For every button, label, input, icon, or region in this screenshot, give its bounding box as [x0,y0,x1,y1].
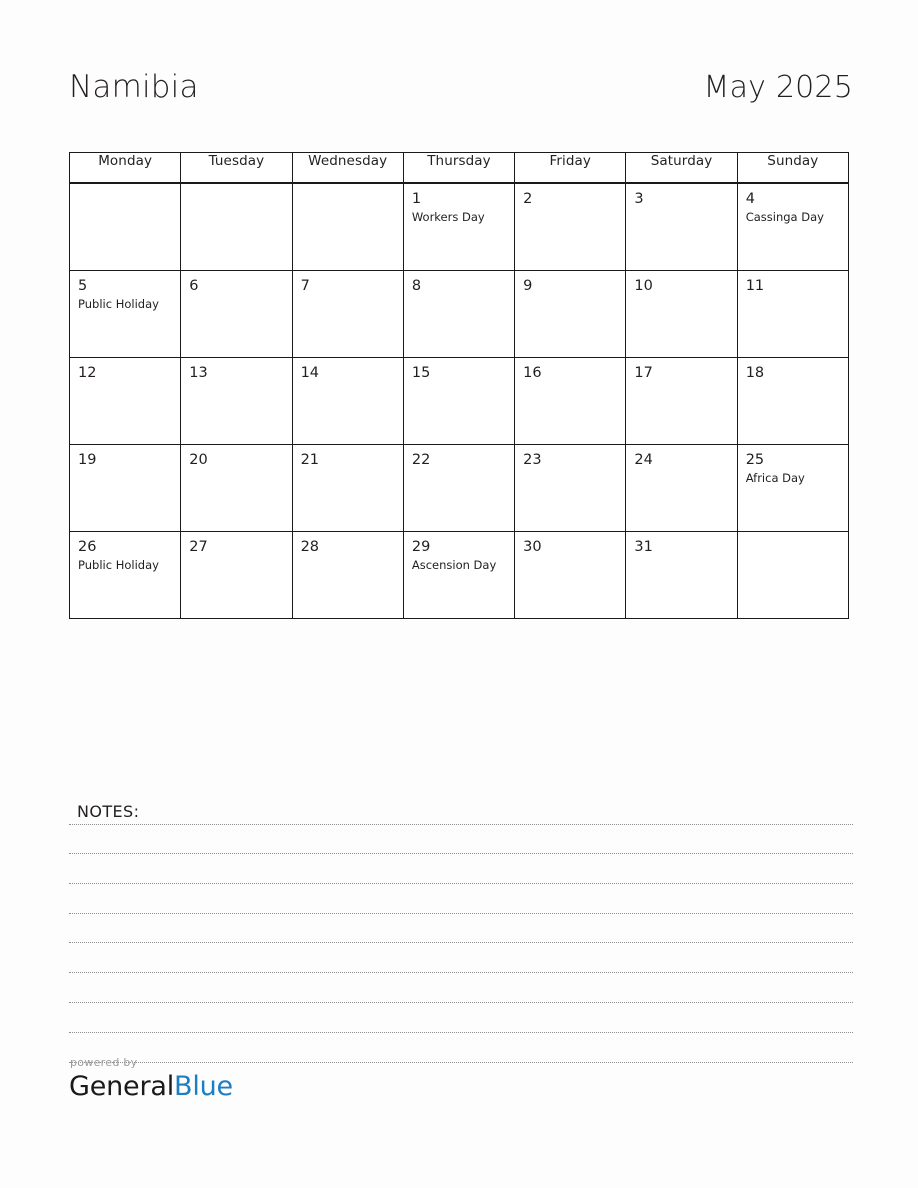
day-number: 13 [189,365,208,381]
day-number: 25 [745,452,765,468]
weekday-header-tuesday: Tuesday [181,153,292,184]
day-cell-content [404,271,514,357]
day-cell-content [293,445,403,531]
day-number: 2 [523,191,533,207]
weekday-header-monday: Monday [70,153,181,184]
weekday-header-friday: Friday [515,153,626,184]
calendar-week-row [70,271,849,358]
notes-ruled-line[interactable] [69,1003,853,1033]
calendar-day-cell[interactable] [292,532,403,619]
day-number: 18 [745,365,765,381]
notes-ruled-line[interactable] [69,914,853,944]
calendar-day-cell[interactable] [403,532,514,619]
day-cell-content [293,271,403,357]
notes-ruled-line[interactable] [69,973,853,1003]
holiday-label: Public Holiday [78,297,159,312]
powered-by-label: powered by [70,1056,138,1069]
weekday-header-row [70,153,849,184]
day-number: 20 [189,452,208,468]
calendar-day-cell[interactable] [626,532,737,619]
day-number: 5 [78,278,88,294]
calendar-day-cell[interactable] [70,271,181,358]
day-number: 26 [78,539,97,555]
weekday-header-thursday: Thursday [403,153,514,184]
calendar-day-cell[interactable] [515,358,626,445]
day-cell-content [626,184,736,270]
calendar-day-cell[interactable] [181,532,292,619]
day-number: 23 [523,452,542,468]
day-cell-content [626,445,736,531]
calendar-day-cell-empty [737,532,848,619]
holiday-label: Cassinga Day [745,210,824,225]
day-number: 9 [523,278,533,294]
day-cell-content [293,532,403,618]
day-number: 19 [78,452,97,468]
calendar-body [70,183,849,619]
day-number: 1 [411,191,422,207]
calendar-day-cell-empty [181,183,292,271]
day-cell-content [181,532,291,618]
day-cell-content [626,271,736,357]
day-cell-content [738,445,848,531]
day-cell-content [404,532,514,618]
day-number: 29 [411,539,431,555]
notes-section [69,800,853,1063]
calendar-grid [69,152,849,619]
day-number: 22 [411,452,431,468]
weekday-header-wednesday: Wednesday [292,153,403,184]
day-number: 27 [189,539,208,555]
holiday-label: Public Holiday [78,558,159,573]
calendar-day-cell[interactable] [70,358,181,445]
notes-lines [69,824,853,1062]
calendar-day-cell[interactable] [515,445,626,532]
calendar-day-cell[interactable] [403,358,514,445]
calendar-day-cell[interactable] [70,532,181,619]
calendar-day-cell[interactable] [515,183,626,271]
weekday-header-sunday: Sunday [737,153,848,184]
day-cell-content [738,358,848,444]
day-number: 15 [411,365,431,381]
calendar-day-cell[interactable] [515,532,626,619]
calendar-day-cell[interactable] [181,445,292,532]
day-cell-content [181,271,291,357]
day-number: 3 [634,191,644,207]
calendar-day-cell[interactable] [181,358,292,445]
day-number: 31 [634,539,653,555]
day-cell-content [626,358,736,444]
calendar-week-row [70,358,849,445]
day-number: 11 [745,278,765,294]
calendar-day-cell[interactable] [181,271,292,358]
day-number: 21 [300,452,320,468]
calendar-day-cell[interactable] [626,358,737,445]
day-number: 12 [78,365,97,381]
day-cell-content [515,532,625,618]
calendar-day-cell[interactable] [292,358,403,445]
calendar-day-cell[interactable] [292,445,403,532]
calendar-day-cell[interactable] [292,271,403,358]
footer-logo [69,1056,233,1104]
day-cell-content [293,358,403,444]
day-cell-content [70,532,180,618]
day-cell-content [404,358,514,444]
calendar-day-cell[interactable] [403,183,514,271]
calendar-day-cell[interactable] [403,271,514,358]
day-number: 7 [300,278,310,294]
notes-ruled-line[interactable] [69,854,853,884]
country-title: Namibia [69,69,199,105]
calendar-day-cell[interactable] [70,445,181,532]
calendar-week-row [70,183,849,271]
day-cell-content [70,358,180,444]
day-cell-content [181,358,291,444]
month-year-title: May 2025 [703,70,853,105]
weekday-header-saturday: Saturday [626,153,737,184]
brand-logo [69,1071,233,1103]
day-number: 6 [189,278,199,294]
day-cell-content [404,184,514,270]
calendar-day-cell[interactable] [737,183,848,271]
calendar-week-row [70,532,849,619]
day-cell-content [70,445,180,531]
day-cell-content [70,271,180,357]
calendar-day-cell-empty [292,183,403,271]
calendar-day-cell[interactable] [626,183,737,271]
day-number: 24 [634,452,653,468]
day-cell-content [738,271,848,357]
brand-name-blue: Blue [174,1071,233,1103]
notes-ruled-line[interactable] [69,943,853,973]
notes-ruled-line[interactable] [69,884,853,914]
day-cell-content [181,445,291,531]
holiday-label: Ascension Day [411,558,497,573]
day-cell-content [515,445,625,531]
day-cell-content [515,184,625,270]
holiday-label: Workers Day [411,210,485,225]
day-cell-content [626,532,736,618]
day-cell-content [515,358,625,444]
holiday-label: Africa Day [745,471,805,486]
calendar-day-cell[interactable] [737,271,848,358]
calendar-day-cell[interactable] [515,271,626,358]
day-cell-content [738,184,848,270]
calendar-week-row [70,445,849,532]
calendar-day-cell[interactable] [737,358,848,445]
day-cell-content [404,445,514,531]
calendar-day-cell[interactable] [737,445,848,532]
day-number: 30 [523,539,542,555]
calendar-day-cell[interactable] [626,445,737,532]
notes-label: NOTES: [77,802,140,821]
notes-ruled-line[interactable] [69,824,853,854]
page-header [69,69,853,124]
day-number: 17 [634,365,653,381]
day-number: 28 [300,539,320,555]
day-number: 14 [300,365,320,381]
day-number: 10 [634,278,653,294]
brand-name-general: General [69,1071,175,1103]
calendar-day-cell-empty [70,183,181,271]
day-number: 4 [745,191,755,207]
day-number: 16 [523,365,542,381]
calendar-day-cell[interactable] [626,271,737,358]
day-cell-content [515,271,625,357]
day-number: 8 [411,278,422,294]
calendar-day-cell[interactable] [403,445,514,532]
